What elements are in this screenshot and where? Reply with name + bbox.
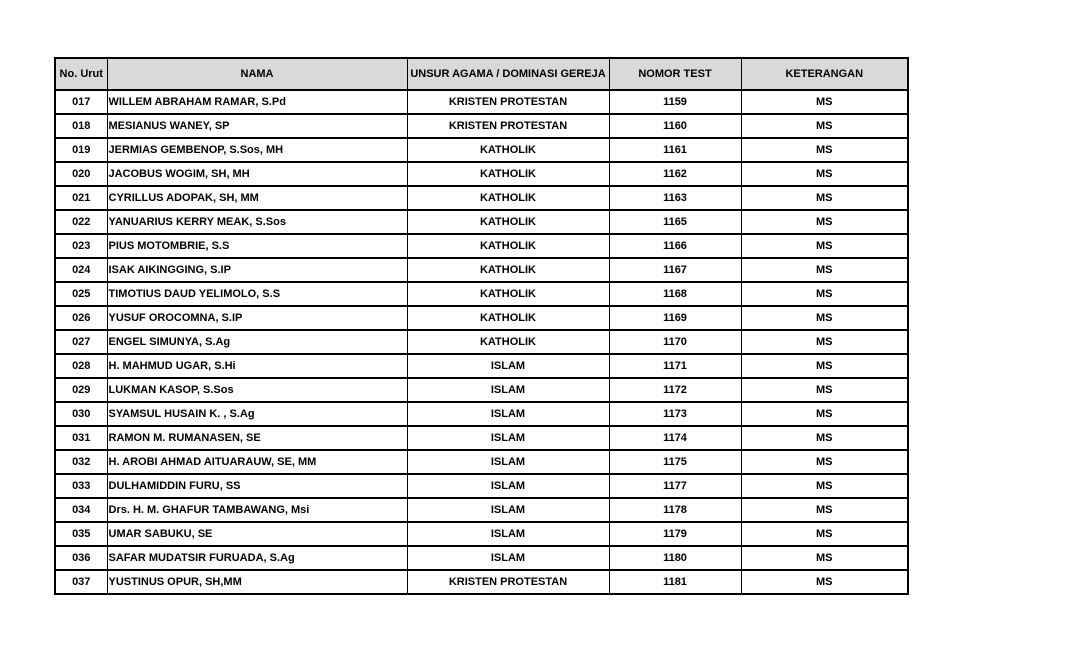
cell-no-urut: 020	[55, 162, 107, 186]
cell-agama: KATHOLIK	[407, 306, 609, 330]
cell-keterangan: MS	[741, 498, 908, 522]
cell-no-urut: 026	[55, 306, 107, 330]
table-row	[55, 114, 908, 138]
cell-agama: ISLAM	[407, 402, 609, 426]
header-row	[55, 58, 908, 90]
cell-no-urut: 033	[55, 474, 107, 498]
cell-nama: WILLEM ABRAHAM RAMAR, S.Pd	[107, 90, 407, 114]
cell-nama: JACOBUS WOGIM, SH, MH	[107, 162, 407, 186]
cell-agama: KATHOLIK	[407, 330, 609, 354]
cell-agama: KRISTEN PROTESTAN	[407, 114, 609, 138]
cell-agama: ISLAM	[407, 546, 609, 570]
cell-keterangan: MS	[741, 306, 908, 330]
table-row	[55, 258, 908, 282]
cell-agama: ISLAM	[407, 426, 609, 450]
header-keterangan: KETERANGAN	[741, 58, 908, 90]
table-row	[55, 90, 908, 114]
cell-keterangan: MS	[741, 258, 908, 282]
cell-no-urut: 037	[55, 570, 107, 594]
table-row	[55, 282, 908, 306]
cell-nomor-test: 1173	[609, 402, 741, 426]
cell-nomor-test: 1177	[609, 474, 741, 498]
cell-no-urut: 025	[55, 282, 107, 306]
cell-nama: H. AROBI AHMAD AITUARAUW, SE, MM	[107, 450, 407, 474]
cell-nomor-test: 1166	[609, 234, 741, 258]
header-nomor-test: NOMOR TEST	[609, 58, 741, 90]
cell-agama: ISLAM	[407, 378, 609, 402]
cell-nomor-test: 1168	[609, 282, 741, 306]
table-row	[55, 306, 908, 330]
table-row	[55, 210, 908, 234]
cell-agama: KATHOLIK	[407, 162, 609, 186]
table-row	[55, 450, 908, 474]
cell-nama: JERMIAS GEMBENOP, S.Sos, MH	[107, 138, 407, 162]
table-row	[55, 522, 908, 546]
cell-agama: ISLAM	[407, 474, 609, 498]
cell-keterangan: MS	[741, 114, 908, 138]
cell-no-urut: 029	[55, 378, 107, 402]
header-no-urut: No. Urut	[55, 58, 107, 90]
cell-nomor-test: 1169	[609, 306, 741, 330]
cell-nomor-test: 1171	[609, 354, 741, 378]
cell-nama: YUSUF OROCOMNA, S.IP	[107, 306, 407, 330]
cell-nama: MESIANUS WANEY, SP	[107, 114, 407, 138]
cell-nomor-test: 1180	[609, 546, 741, 570]
cell-keterangan: MS	[741, 282, 908, 306]
table-row	[55, 498, 908, 522]
cell-no-urut: 019	[55, 138, 107, 162]
cell-keterangan: MS	[741, 402, 908, 426]
table-header	[55, 58, 908, 90]
cell-keterangan: MS	[741, 450, 908, 474]
cell-agama: KATHOLIK	[407, 138, 609, 162]
table-row	[55, 546, 908, 570]
cell-keterangan: MS	[741, 426, 908, 450]
cell-agama: ISLAM	[407, 450, 609, 474]
cell-nama: ISAK AIKINGGING, S.IP	[107, 258, 407, 282]
cell-no-urut: 022	[55, 210, 107, 234]
cell-nomor-test: 1165	[609, 210, 741, 234]
cell-nama: LUKMAN KASOP, S.Sos	[107, 378, 407, 402]
cell-nomor-test: 1160	[609, 114, 741, 138]
cell-nama: CYRILLUS ADOPAK, SH, MM	[107, 186, 407, 210]
cell-nomor-test: 1174	[609, 426, 741, 450]
header-nama: NAMA	[107, 58, 407, 90]
cell-agama: ISLAM	[407, 498, 609, 522]
cell-keterangan: MS	[741, 570, 908, 594]
table-row	[55, 402, 908, 426]
table-row	[55, 426, 908, 450]
cell-keterangan: MS	[741, 546, 908, 570]
cell-nama: DULHAMIDDIN FURU, SS	[107, 474, 407, 498]
cell-nomor-test: 1161	[609, 138, 741, 162]
cell-no-urut: 035	[55, 522, 107, 546]
cell-no-urut: 024	[55, 258, 107, 282]
cell-no-urut: 018	[55, 114, 107, 138]
header-agama: UNSUR AGAMA / DOMINASI GEREJA	[407, 58, 609, 90]
cell-keterangan: MS	[741, 354, 908, 378]
table-body	[55, 90, 908, 594]
table-row	[55, 354, 908, 378]
cell-agama: KRISTEN PROTESTAN	[407, 570, 609, 594]
cell-keterangan: MS	[741, 474, 908, 498]
cell-nomor-test: 1162	[609, 162, 741, 186]
cell-no-urut: 027	[55, 330, 107, 354]
cell-nomor-test: 1167	[609, 258, 741, 282]
table-row	[55, 474, 908, 498]
cell-nama: SAFAR MUDATSIR FURUADA, S.Ag	[107, 546, 407, 570]
cell-no-urut: 021	[55, 186, 107, 210]
cell-keterangan: MS	[741, 522, 908, 546]
cell-keterangan: MS	[741, 234, 908, 258]
cell-nomor-test: 1163	[609, 186, 741, 210]
table-row	[55, 330, 908, 354]
cell-keterangan: MS	[741, 330, 908, 354]
cell-keterangan: MS	[741, 90, 908, 114]
cell-agama: KATHOLIK	[407, 210, 609, 234]
cell-nama: TIMOTIUS DAUD YELIMOLO, S.S	[107, 282, 407, 306]
cell-keterangan: MS	[741, 162, 908, 186]
cell-no-urut: 017	[55, 90, 107, 114]
table-row	[55, 138, 908, 162]
cell-nama: Drs. H. M. GHAFUR TAMBAWANG, Msi	[107, 498, 407, 522]
cell-agama: KATHOLIK	[407, 282, 609, 306]
cell-no-urut: 030	[55, 402, 107, 426]
cell-keterangan: MS	[741, 378, 908, 402]
cell-nomor-test: 1175	[609, 450, 741, 474]
cell-nama: RAMON M. RUMANASEN, SE	[107, 426, 407, 450]
cell-nama: H. MAHMUD UGAR, S.Hi	[107, 354, 407, 378]
cell-no-urut: 036	[55, 546, 107, 570]
table-row	[55, 186, 908, 210]
participant-table	[54, 57, 909, 595]
cell-no-urut: 032	[55, 450, 107, 474]
table-row	[55, 162, 908, 186]
cell-nama: ENGEL SIMUNYA, S.Ag	[107, 330, 407, 354]
cell-no-urut: 031	[55, 426, 107, 450]
cell-agama: ISLAM	[407, 522, 609, 546]
cell-no-urut: 034	[55, 498, 107, 522]
cell-keterangan: MS	[741, 186, 908, 210]
cell-agama: KATHOLIK	[407, 234, 609, 258]
cell-agama: ISLAM	[407, 354, 609, 378]
cell-nama: SYAMSUL HUSAIN K. , S.Ag	[107, 402, 407, 426]
cell-nomor-test: 1170	[609, 330, 741, 354]
cell-keterangan: MS	[741, 138, 908, 162]
cell-keterangan: MS	[741, 210, 908, 234]
cell-nomor-test: 1178	[609, 498, 741, 522]
cell-nomor-test: 1172	[609, 378, 741, 402]
spreadsheet-table-container	[54, 57, 909, 595]
cell-nama: PIUS MOTOMBRIE, S.S	[107, 234, 407, 258]
cell-agama: KRISTEN PROTESTAN	[407, 90, 609, 114]
cell-nama: YANUARIUS KERRY MEAK, S.Sos	[107, 210, 407, 234]
table-row	[55, 378, 908, 402]
cell-nomor-test: 1159	[609, 90, 741, 114]
cell-no-urut: 028	[55, 354, 107, 378]
cell-agama: KATHOLIK	[407, 186, 609, 210]
cell-nama: YUSTINUS OPUR, SH,MM	[107, 570, 407, 594]
table-row	[55, 234, 908, 258]
cell-nama: UMAR SABUKU, SE	[107, 522, 407, 546]
table-row	[55, 570, 908, 594]
cell-nomor-test: 1181	[609, 570, 741, 594]
cell-nomor-test: 1179	[609, 522, 741, 546]
cell-agama: KATHOLIK	[407, 258, 609, 282]
cell-no-urut: 023	[55, 234, 107, 258]
